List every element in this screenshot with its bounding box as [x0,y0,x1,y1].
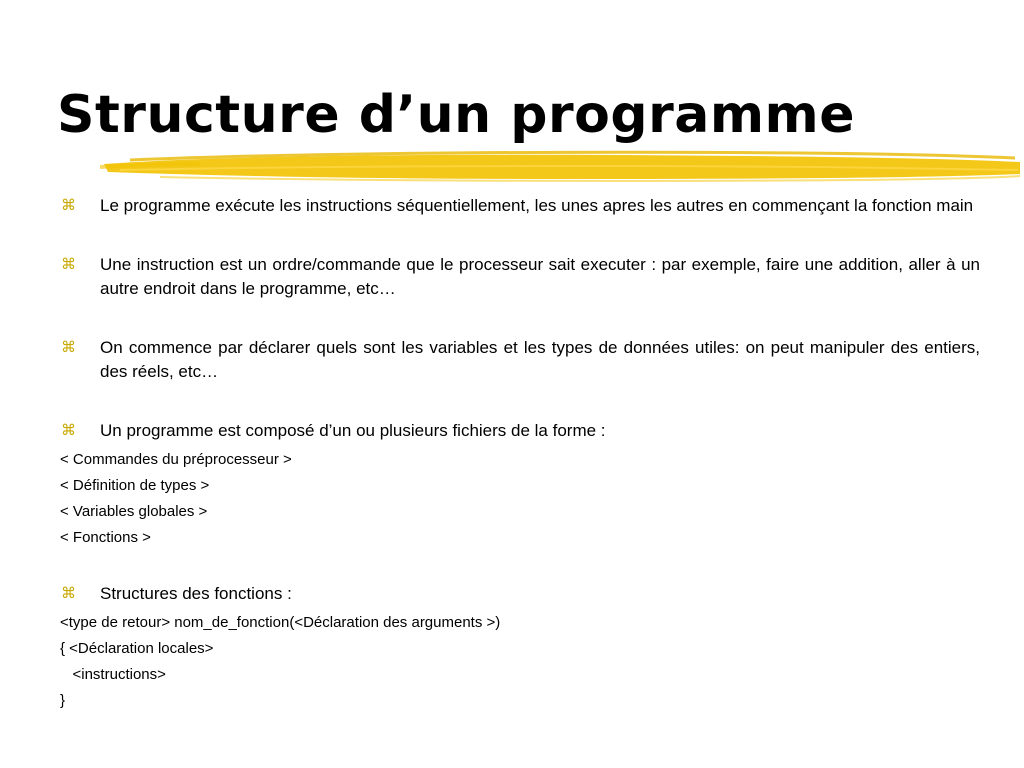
bullet-text: Le programme exécute les instructions séquentiellement, les unes apres les autres en commençant la fonction main [100,196,974,215]
function-form-line: <type de retour> nom_de_fonction(<Déclaration des arguments >) [60,614,501,631]
command-key-icon: ⌘ [61,339,76,356]
bullet-text: Structures des fonctions : [100,584,292,603]
spacer [60,551,980,582]
brush-underline [100,148,1024,188]
file-form-line: < Définition de types > [60,477,210,494]
bullet-text: Un programme est composé d’un ou plusieurs fichiers de la forme : [100,421,606,440]
function-form-line: } [60,692,66,709]
command-key-icon: ⌘ [61,256,76,273]
slide-content [60,194,980,714]
command-key-icon: ⌘ [61,585,76,602]
bullet-text: On commence par déclarer quels sont les variables et les types de données utiles: on peut manipuler des entiers, des réels, etc… [100,338,980,381]
bullet-item [60,419,980,443]
bullet-item [60,194,980,218]
file-form-line: < Variables globales > [60,503,208,520]
bullet-item [60,582,980,606]
function-form-line: { <Déclaration locales> [60,640,214,657]
bullet-text: Une instruction est un ordre/commande que le processeur sait executer : par exemple, faire une addition, aller à un autre endroit dans le programme, etc… [100,255,980,298]
bullet-item [60,253,980,301]
command-key-icon: ⌘ [61,422,76,439]
slide-title: Structure d’un programme [57,85,855,145]
file-form-line: < Fonctions > [60,529,151,546]
function-form-line: <instructions> [60,666,166,683]
bullet-item [60,336,980,384]
file-form-line: < Commandes du préprocesseur > [60,451,292,468]
command-key-icon: ⌘ [61,197,76,214]
